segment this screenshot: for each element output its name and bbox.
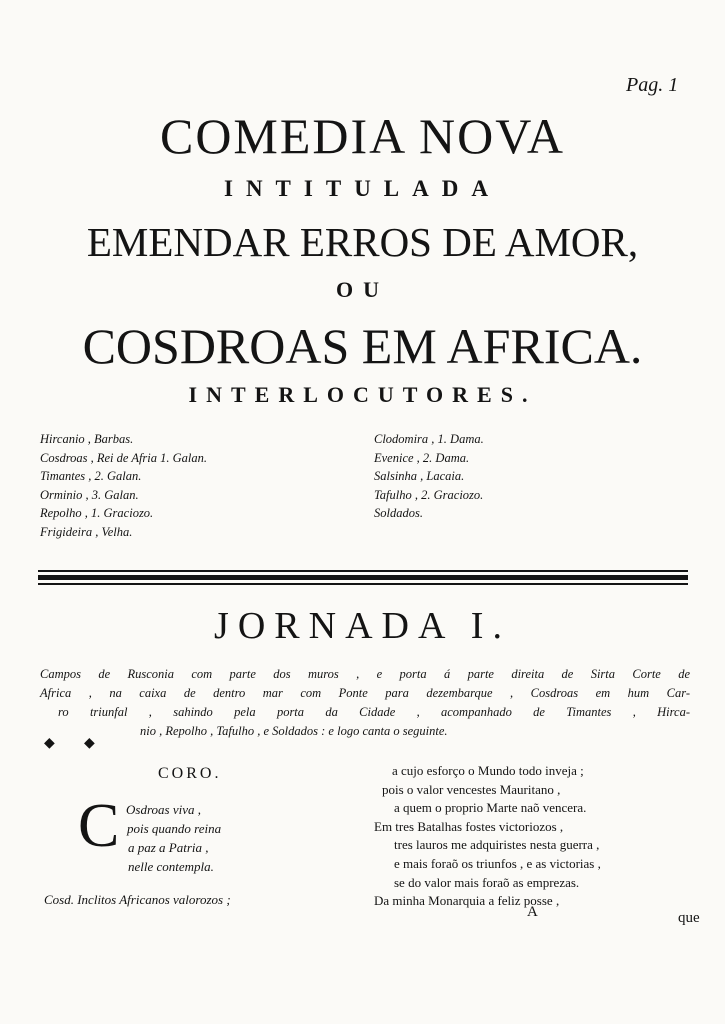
act-title: JORNADA I. <box>214 605 511 647</box>
cast-entry: Orminio , 3. Galan. <box>40 487 139 502</box>
chorus-verse <box>126 800 221 876</box>
ornamental-rule <box>38 583 688 585</box>
cast-entry: Frigideira , Velha. <box>40 524 133 539</box>
verse-line: a paz a Patria , <box>128 840 209 855</box>
title-line-4: OU <box>336 277 389 302</box>
cast-entry: Timantes , 2. Galan. <box>40 469 142 483</box>
interlocutores-heading: INTERLOCUTORES. <box>188 382 537 407</box>
cast-entry: Soldados. <box>374 506 423 520</box>
stage-direction <box>40 665 690 741</box>
verse-line: pois quando reina <box>127 821 222 836</box>
speech-verse <box>374 762 601 911</box>
stage-direction-line: ro triunfal , sahindo pela porta da Cidade , acompanhado de Timantes , Hirca- <box>58 705 690 719</box>
cast-entry: Tafulho , 2. Graciozo. <box>374 487 484 502</box>
ornamental-rule <box>38 575 688 580</box>
cast-list-right <box>374 430 484 523</box>
stage-direction-line: Campos de Rusconia com parte dos muros , e porta á parte direita de Sirta Corte de <box>40 667 690 681</box>
bullet-mark-icon: ◆ <box>44 736 55 751</box>
speech-line: Cosd. Inclitos Africanos valorozos ; <box>44 892 231 907</box>
catchword: que <box>678 910 700 926</box>
verse-line: Da minha Monarquia a feliz posse , <box>374 893 560 909</box>
title-line-5: COSDROAS EM AFRICA. <box>82 318 643 374</box>
verse-line: pois o valor vencestes Mauritano , <box>382 781 561 797</box>
verse-line: a quem o proprio Marte naõ vencera. <box>394 800 587 816</box>
cast-entry: Repolho , 1. Graciozo. <box>40 506 154 520</box>
cast-entry: Hircanio , Barbas. <box>40 432 134 446</box>
cast-list-left <box>40 430 207 541</box>
cast-entry: Clodomira , 1. Dama. <box>374 432 484 446</box>
cast-entry: Salsinha , Lacaia. <box>374 469 465 483</box>
title-line-1: COMEDIA NOVA <box>159 108 566 164</box>
verse-line: e mais foraõ os triunfos , e as victorias , <box>394 855 601 871</box>
cast-entry: Cosdroas , Rei de Afria 1. Galan. <box>40 450 208 465</box>
verse-line: Osdroas viva , <box>126 802 201 817</box>
title-line-3: EMENDAR ERROS DE AMOR, <box>86 219 639 265</box>
verse-line: tres lauros me adquiristes nesta guerra , <box>394 837 600 853</box>
cast-entry: Evenice , 2. Dama. <box>374 450 470 465</box>
drop-cap: C <box>78 792 120 860</box>
verse-line: Em tres Batalhas fostes victoriozos , <box>374 818 564 834</box>
verse-line: a cujo esforço o Mundo todo inveja ; <box>392 763 584 778</box>
stage-direction-line: Africa , na caixa de dentro mar com Ponte para dezembarque , Cosdroas em hum Car- <box>40 686 690 700</box>
title-line-2: INTITULADA <box>224 176 501 201</box>
ornamental-rule <box>38 570 688 572</box>
signature-mark: A <box>527 904 538 920</box>
bullet-mark-icon: ◆ <box>84 736 95 751</box>
chorus-heading: CORO. <box>158 765 222 782</box>
page-number: Pag. 1 <box>626 74 679 96</box>
verse-line: nelle contempla. <box>128 859 214 874</box>
stage-direction-line: nio , Repolho , Tafulho , e Soldados : e logo canta o seguinte. <box>140 724 448 738</box>
verse-line: se do valor mais foraõ as emprezas. <box>394 874 580 890</box>
